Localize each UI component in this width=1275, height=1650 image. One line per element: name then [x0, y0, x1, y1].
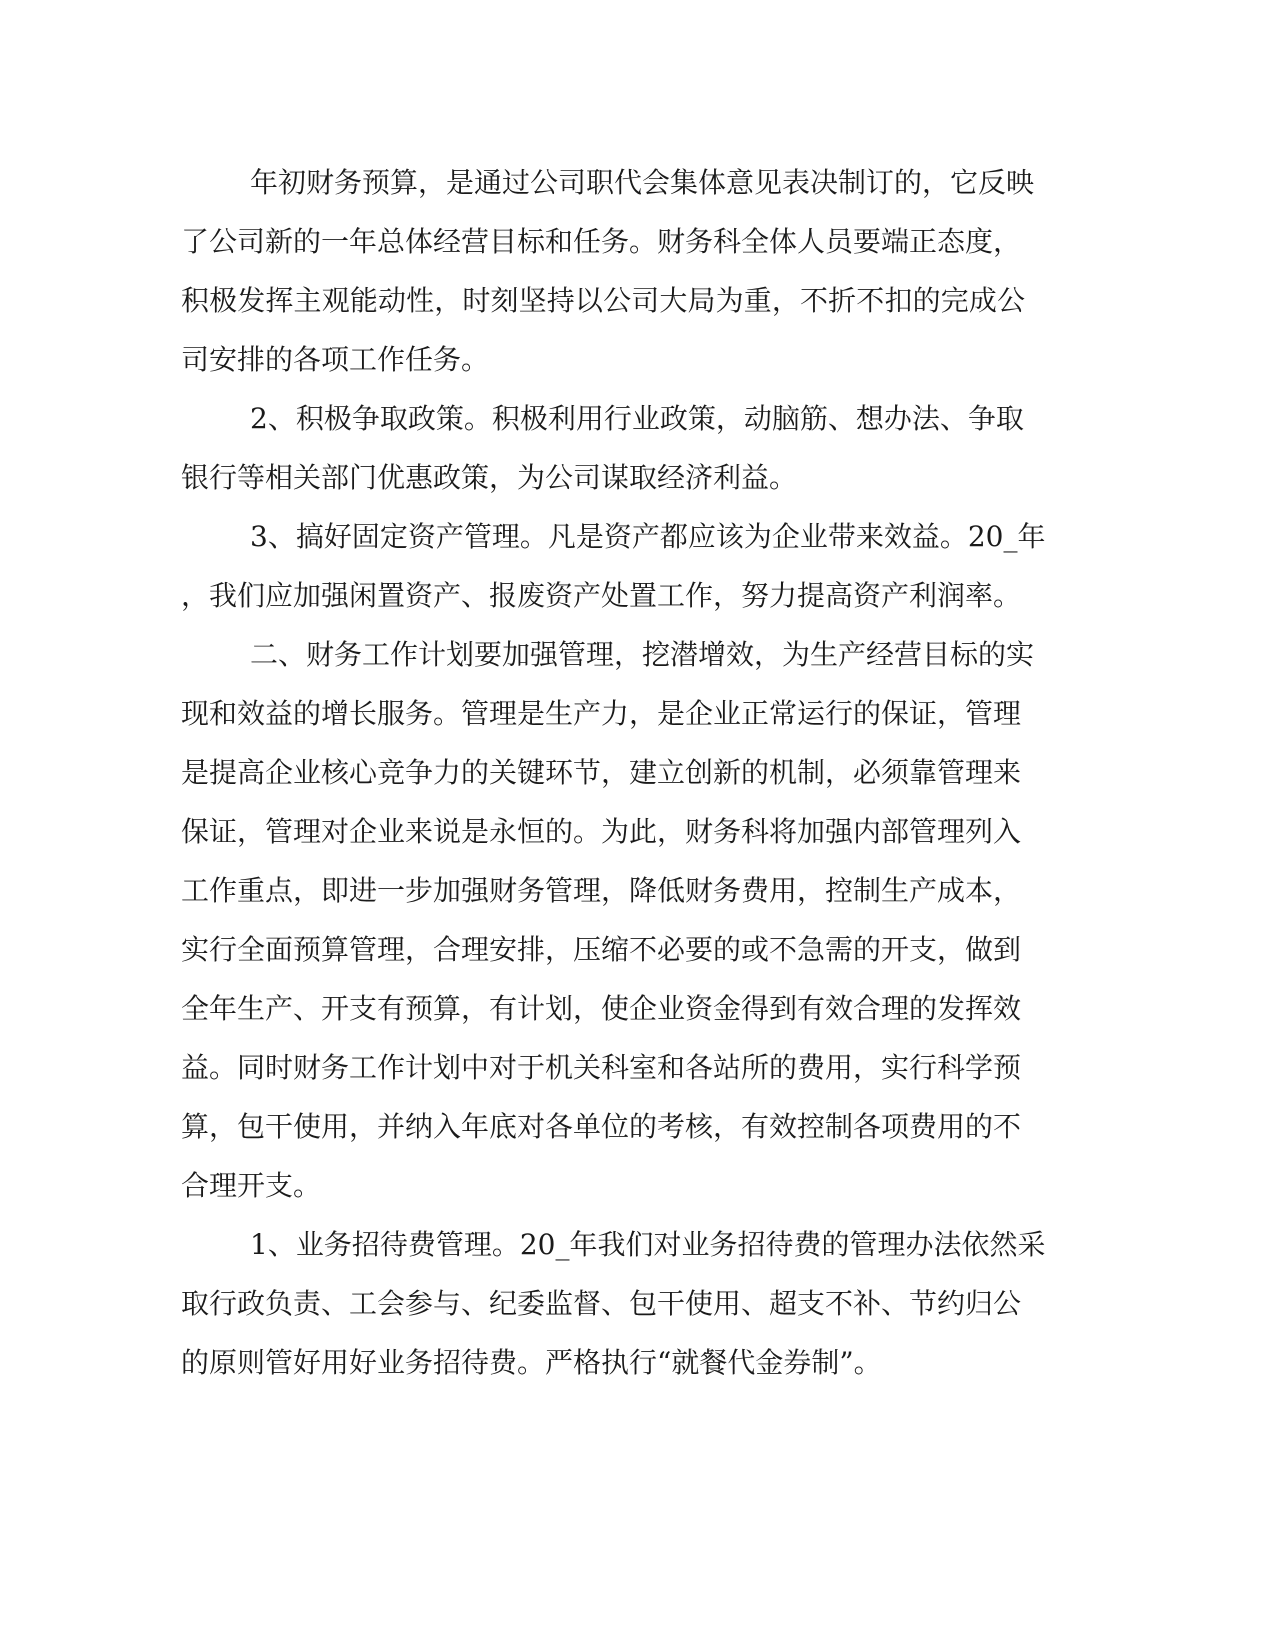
text-line: 全年生产、开支有预算，有计划，使企业资金得到有效合理的发挥效: [181, 992, 1022, 1025]
text-line: 1、业务招待费管理。20_年我们对业务招待费的管理办法依然采: [250, 1228, 1046, 1261]
text-line: 算，包干使用，并纳入年底对各单位的考核，有效控制各项费用的不: [181, 1110, 1022, 1143]
text-line: ，我们应加强闲置资产、报废资产处置工作，努力提高资产利润率。: [181, 579, 1022, 612]
text-line: 实行全面预算管理，合理安排，压缩不必要的或不急需的开支，做到: [181, 933, 1022, 966]
text-line: 3、搞好固定资产管理。凡是资产都应该为企业带来效益。20_年: [250, 520, 1046, 553]
text-line: 了公司新的一年总体经营目标和任务。财务科全体人员要端正态度，: [181, 225, 1022, 258]
text-line: 的原则管好用好业务招待费。严格执行“就餐代金券制”。: [181, 1346, 882, 1379]
text-line: 年初财务预算，是通过公司职代会集体意见表决制订的，它反映: [250, 166, 1035, 199]
text-line: 合理开支。: [181, 1169, 322, 1202]
text-line: 是提高企业核心竞争力的关键环节，建立创新的机制，必须靠管理来: [181, 756, 1022, 789]
text-line: 二、财务工作计划要加强管理，挖潜增效，为生产经营目标的实: [250, 638, 1035, 671]
text-line: 积极发挥主观能动性，时刻坚持以公司大局为重，不折不扣的完成公: [181, 284, 1025, 317]
text-line: 银行等相关部门优惠政策，为公司谋取经济利益。: [181, 461, 798, 494]
text-line: 现和效益的增长服务。管理是生产力，是企业正常运行的保证，管理: [181, 697, 1022, 730]
text-line: 保证，管理对企业来说是永恒的。为此，财务科将加强内部管理列入: [181, 815, 1022, 848]
text-line: 2、积极争取政策。积极利用行业政策，动脑筋、想办法、争取: [250, 402, 1024, 435]
text-line: 取行政负责、工会参与、纪委监督、包干使用、超支不补、节约归公: [181, 1287, 1022, 1320]
text-line: 司安排的各项工作任务。: [181, 343, 490, 376]
text-line: 工作重点，即进一步加强财务管理，降低财务费用，控制生产成本，: [181, 874, 1022, 907]
text-line: 益。同时财务工作计划中对于机关科室和各站所的费用，实行科学预: [181, 1051, 1022, 1084]
